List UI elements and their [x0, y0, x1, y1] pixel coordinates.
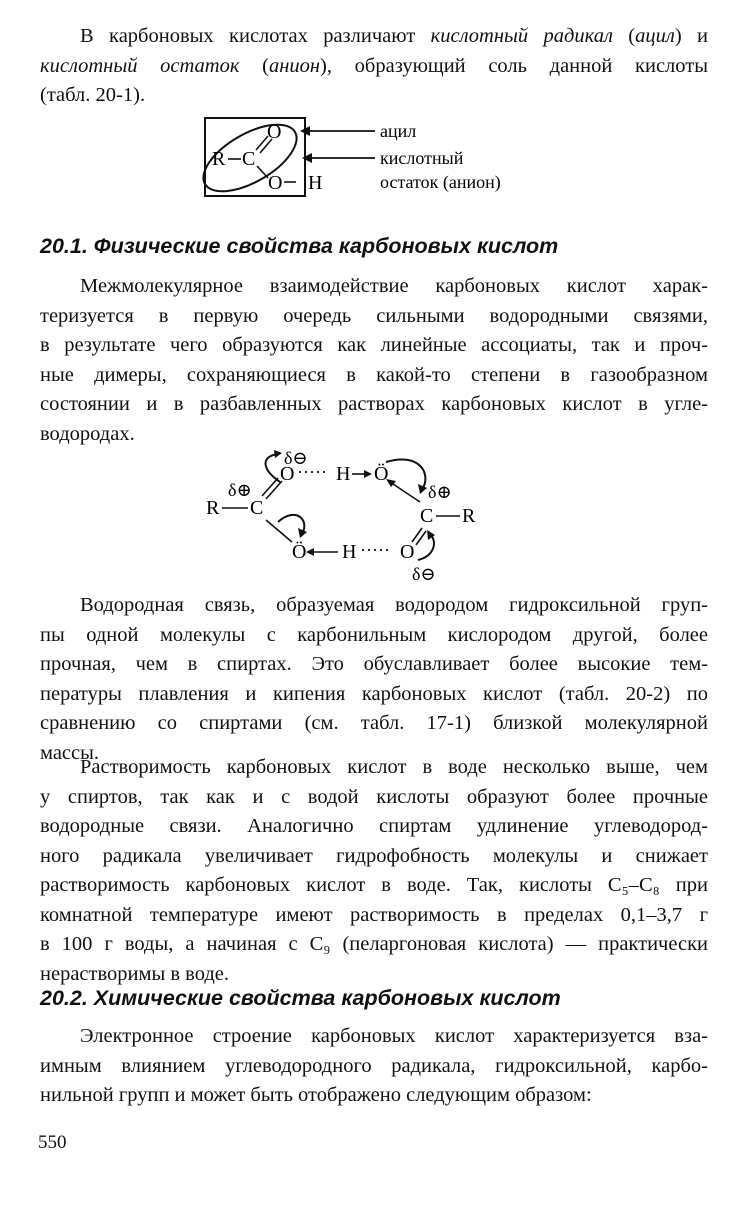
intro-line-1 — [40, 22, 708, 52]
atom-h: H — [308, 172, 323, 194]
term-acid-residue: кислотный остаток — [40, 54, 240, 77]
text-line: Растворимость карбоновых кислот в воде несколько выше, чем — [80, 756, 708, 778]
atom-r: R — [212, 148, 226, 170]
text-line: Водородная связь, образуемая водородом гидроксильной груп- — [80, 594, 708, 616]
hbond-dots-top: ····· — [297, 462, 327, 482]
atom-o-bottom-left: Ö — [292, 541, 307, 563]
physical-paragraph-2 — [40, 591, 708, 768]
text-line: нильной групп и может быть отображено следующим образом: — [40, 1084, 592, 1106]
delta-minus-bottom: δ⊖ — [412, 564, 436, 584]
atom-c: C — [242, 148, 256, 170]
text-run: ), образующий соль данной кислоты — [320, 54, 708, 77]
atom-o-hydroxyl: O — [268, 172, 283, 194]
acid-dimer-diagram — [200, 438, 520, 586]
text-line: растворимость карбоновых кислот в воде. Так, кислоты C₅–C₈ при — [40, 874, 708, 896]
delta-plus-left: δ⊕ — [228, 480, 252, 500]
page-number: 550 — [38, 1132, 67, 1153]
hbond-dots-bottom: ····· — [360, 540, 390, 560]
text-line: Электронное строение карбоновых кислот характеризуется вза- — [80, 1025, 708, 1047]
text-line: ные димеры, сохраняющиеся в какой-то степени в газообразном — [40, 363, 708, 386]
text-run: ( — [612, 25, 636, 47]
text-line: имным влиянием углеводородного радикала, гидроксильной, карбо- — [40, 1054, 708, 1077]
text-run: ( — [239, 54, 269, 77]
text-line: водородах. — [40, 422, 135, 445]
text-line: состоянии и в разбавленных растворах карбоновых кислот в угле- — [40, 393, 708, 415]
atom-o-carbonyl: O — [267, 121, 282, 143]
atom-c-right: C — [420, 505, 434, 527]
text-line: комнатной температуре имеют растворимость в пределах 0,1–3,7 г — [40, 903, 708, 926]
label-acyl: ацил — [380, 121, 417, 141]
section-heading-physical: 20.1. Физические свойства карбоновых кислот — [40, 234, 559, 258]
text-run: ) и — [674, 25, 709, 47]
atom-h-bottom: H — [342, 541, 357, 563]
label-anion-1: кислотный — [380, 148, 464, 168]
text-line: нерастворимы в воде. — [40, 962, 230, 985]
term-acyl: ацил — [635, 25, 675, 47]
section-heading-chemical: 20.2. Химические свойства карбоновых кислот — [40, 986, 561, 1010]
term-anion: анион — [268, 54, 321, 77]
chemical-paragraph-1 — [40, 1022, 708, 1111]
text-line: пы одной молекулы с карбонильным кислородом другой, более — [40, 623, 708, 646]
text-line: в результате чего образуются как линейные ассоциаты, так и проч- — [40, 334, 708, 356]
text-line: сравнению со спиртами (см. табл. 17-1) близкой молекулярной — [40, 712, 708, 734]
text-line: водородные связи. Аналогично спиртам удлинение углеводород- — [40, 815, 708, 837]
atom-r-left: R — [206, 497, 220, 519]
text-line: Межмолекулярное взаимодействие карбоновых кислот харак- — [80, 275, 708, 297]
physical-paragraph-3 — [40, 753, 708, 989]
atom-o-top-left: O — [280, 463, 295, 485]
atom-c-left: C — [250, 497, 264, 519]
text-line: у спиртов, так как и с водой кислоты образуют более прочные — [40, 785, 708, 808]
text-run: В карбоновых кислотах различают — [80, 25, 431, 47]
term-acid-radical: кислотный радикал — [430, 25, 613, 47]
intro-line-3: (табл. 20-1). — [40, 84, 146, 106]
delta-plus-right: δ⊕ — [428, 482, 452, 502]
text-line: пературы плавления и кипения карбоновых кислот (табл. 20-2) по — [40, 682, 708, 705]
delta-minus-top: δ⊖ — [284, 448, 308, 468]
text-line: прочная, чем в спиртах. Это обуславливает более высокие тем- — [40, 653, 708, 675]
acyl-anion-diagram — [200, 112, 530, 204]
text-line: ного радикала увеличивает гидрофобность молекулы и снижает — [40, 844, 708, 867]
intro-paragraph — [40, 22, 708, 111]
physical-paragraph-1 — [40, 272, 708, 449]
atom-r-right: R — [462, 505, 476, 527]
atom-o-top-right: Ö — [374, 463, 389, 485]
intro-line-2 — [40, 52, 708, 82]
atom-o-bottom-right: O — [400, 541, 415, 563]
text-line: теризуется в первую очередь сильными водородными связями, — [40, 304, 708, 327]
text-line: в 100 г воды, а начиная с C₉ (пеларгоновая кислота) — практически — [40, 933, 708, 955]
text-line: массы. — [40, 741, 100, 764]
atom-h-top: H — [336, 463, 351, 485]
label-anion-2: остаток (анион) — [380, 172, 501, 192]
